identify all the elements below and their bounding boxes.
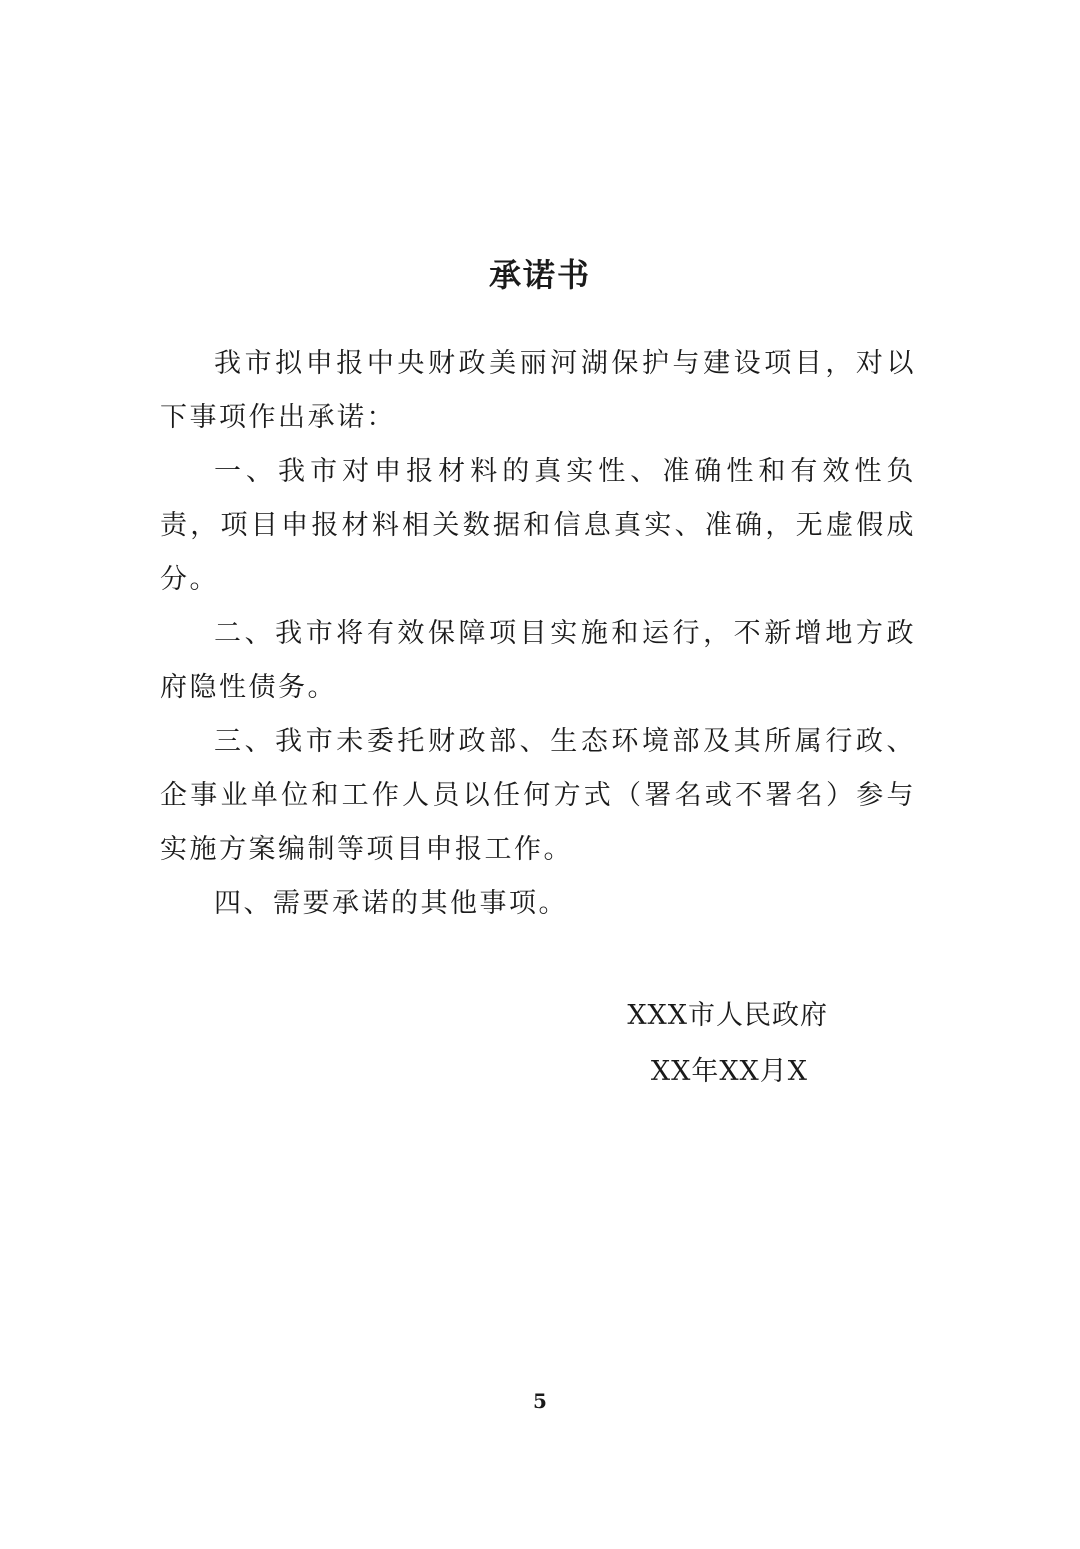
signature-date: XX年XX月X xyxy=(650,1056,808,1087)
document-body xyxy=(160,337,916,931)
paragraph-item-1: 一、我市对申报材料的真实性、准确性和有效性负责，项目申报材料相关数据和信息真实、准确，无虚假成分。 xyxy=(160,456,916,595)
page-number: 5 xyxy=(533,1389,547,1413)
paragraph-intro: 我市拟申报中央财政美丽河湖保护与建设项目，对以下事项作出承诺： xyxy=(160,348,916,433)
signature-organization: XXX市人民政府 xyxy=(627,1000,828,1031)
paragraph-item-2: 二、我市将有效保障项目实施和运行，不新增地方政府隐性债务。 xyxy=(160,618,916,703)
paragraph-item-3: 三、我市未委托财政部、生态环境部及其所属行政、企事业单位和工作人员以任何方式（署名或不署名）参与实施方案编制等项目申报工作。 xyxy=(160,726,916,865)
document-title: 承诺书 xyxy=(488,256,591,294)
paragraph-item-4: 四、需要承诺的其他事项。 xyxy=(214,888,568,919)
